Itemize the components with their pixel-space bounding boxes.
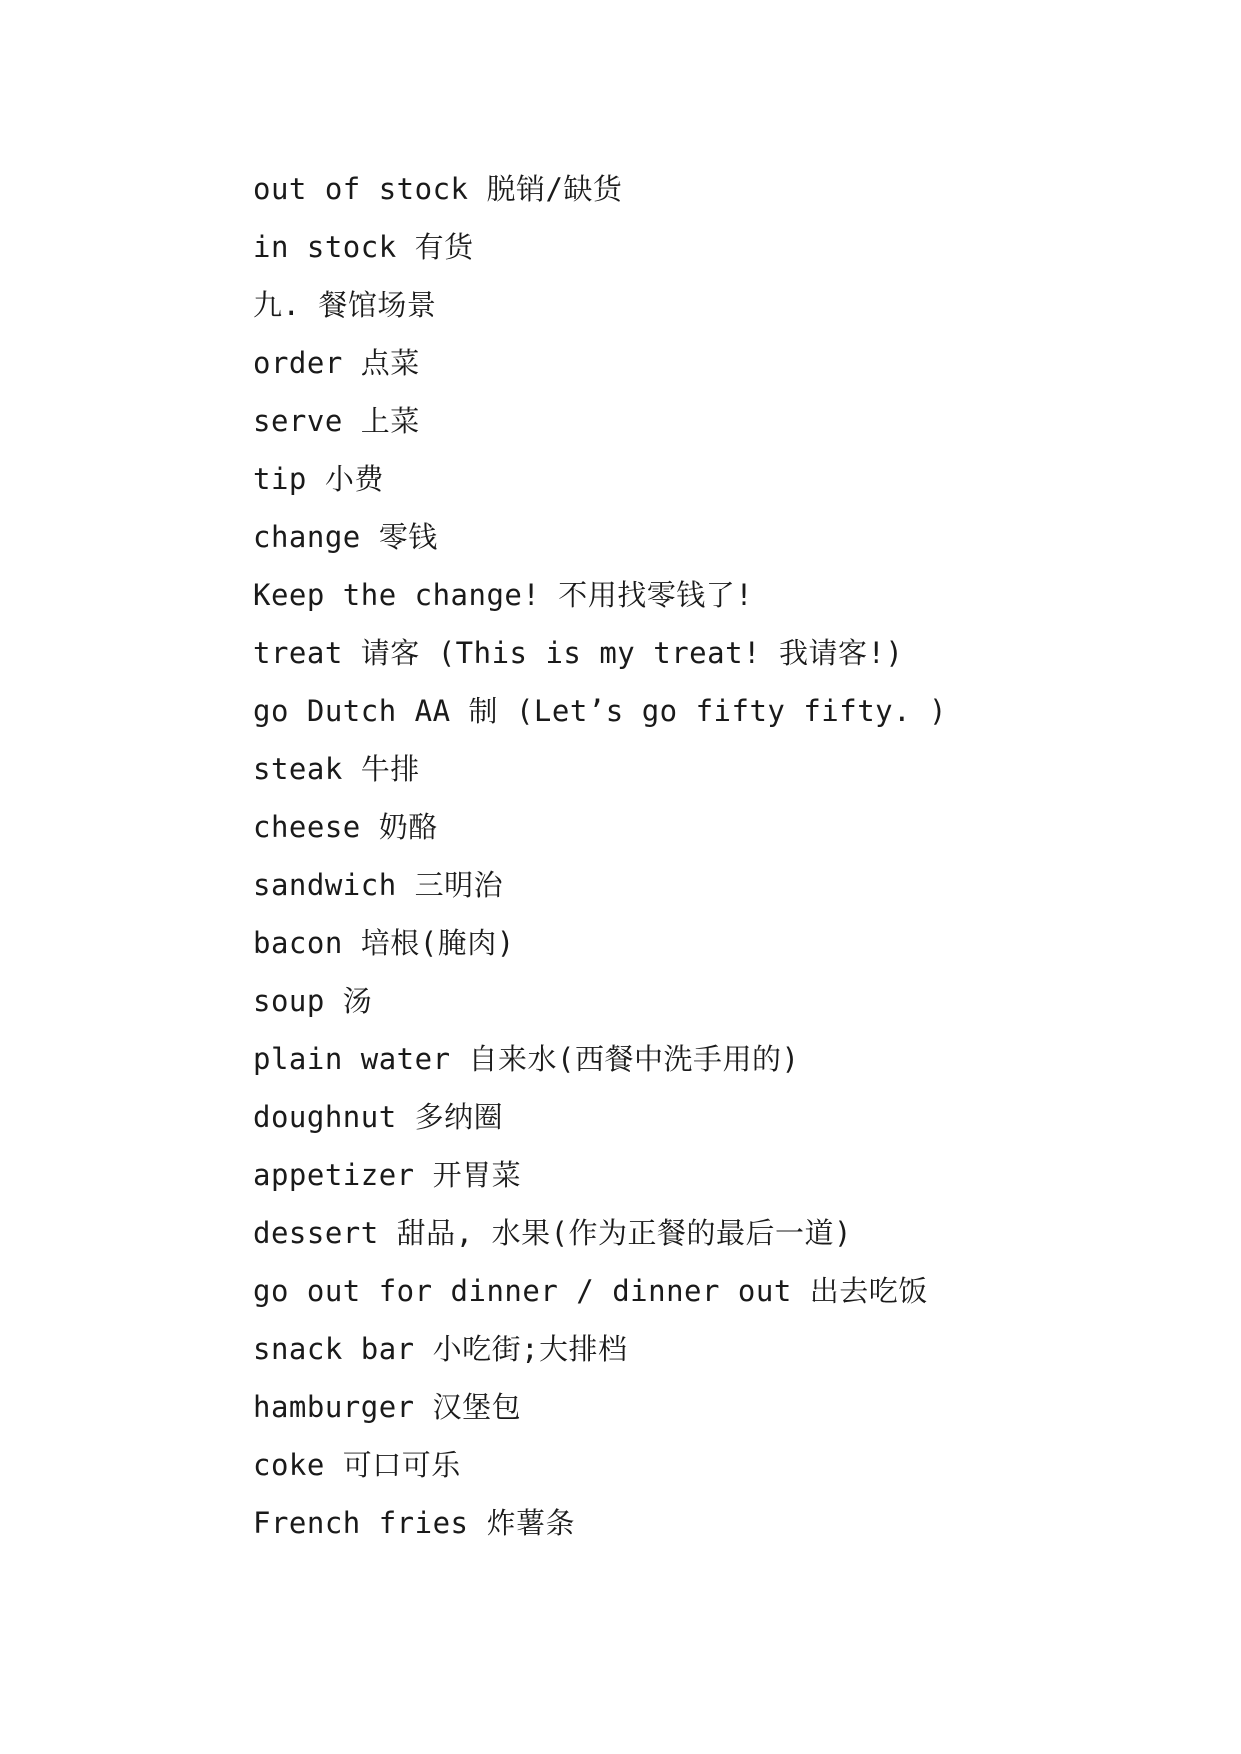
vocab-line-serve: serve 上菜: [253, 404, 420, 438]
vocab-line-hamburger: hamburger 汉堡包: [253, 1390, 522, 1424]
vocab-line-go-dutch: go Dutch AA 制 (Let’s go fifty fifty. ): [253, 694, 948, 728]
vocab-line-dessert: dessert 甜品, 水果(作为正餐的最后一道): [253, 1216, 853, 1250]
vocab-line-treat: treat 请客 (This is my treat! 我请客!): [253, 636, 904, 670]
vocab-line-french-fries: French fries 炸薯条: [253, 1506, 575, 1540]
vocab-line-bacon: bacon 培根(腌肉): [253, 926, 515, 960]
vocabulary-list: [253, 160, 1153, 1552]
vocab-line-coke: coke 可口可乐: [253, 1448, 461, 1482]
vocab-line-steak: steak 牛排: [253, 752, 420, 786]
section-heading-restaurant: 九. 餐馆场景: [253, 288, 437, 322]
vocab-line-soup: soup 汤: [253, 984, 373, 1018]
vocab-line-change: change 零钱: [253, 520, 438, 554]
vocab-line-out-of-stock: out of stock 脱销/缺货: [253, 172, 623, 206]
vocab-line-doughnut: doughnut 多纳圈: [253, 1100, 504, 1134]
vocab-line-in-stock: in stock 有货: [253, 230, 474, 264]
vocab-line-sandwich: sandwich 三明治: [253, 868, 504, 902]
vocab-line-plain-water: plain water 自来水(西餐中洗手用的): [253, 1042, 800, 1076]
vocab-line-keep-the-change: Keep the change! 不用找零钱了!: [253, 578, 754, 612]
vocab-line-snack-bar: snack bar 小吃街;大排档: [253, 1332, 628, 1366]
vocab-line-order: order 点菜: [253, 346, 420, 380]
vocab-line-cheese: cheese 奶酪: [253, 810, 438, 844]
vocab-line-appetizer: appetizer 开胃菜: [253, 1158, 522, 1192]
vocab-line-go-out-for-dinner: go out for dinner / dinner out 出去吃饭: [253, 1274, 928, 1308]
vocab-line-tip: tip 小费: [253, 462, 384, 496]
